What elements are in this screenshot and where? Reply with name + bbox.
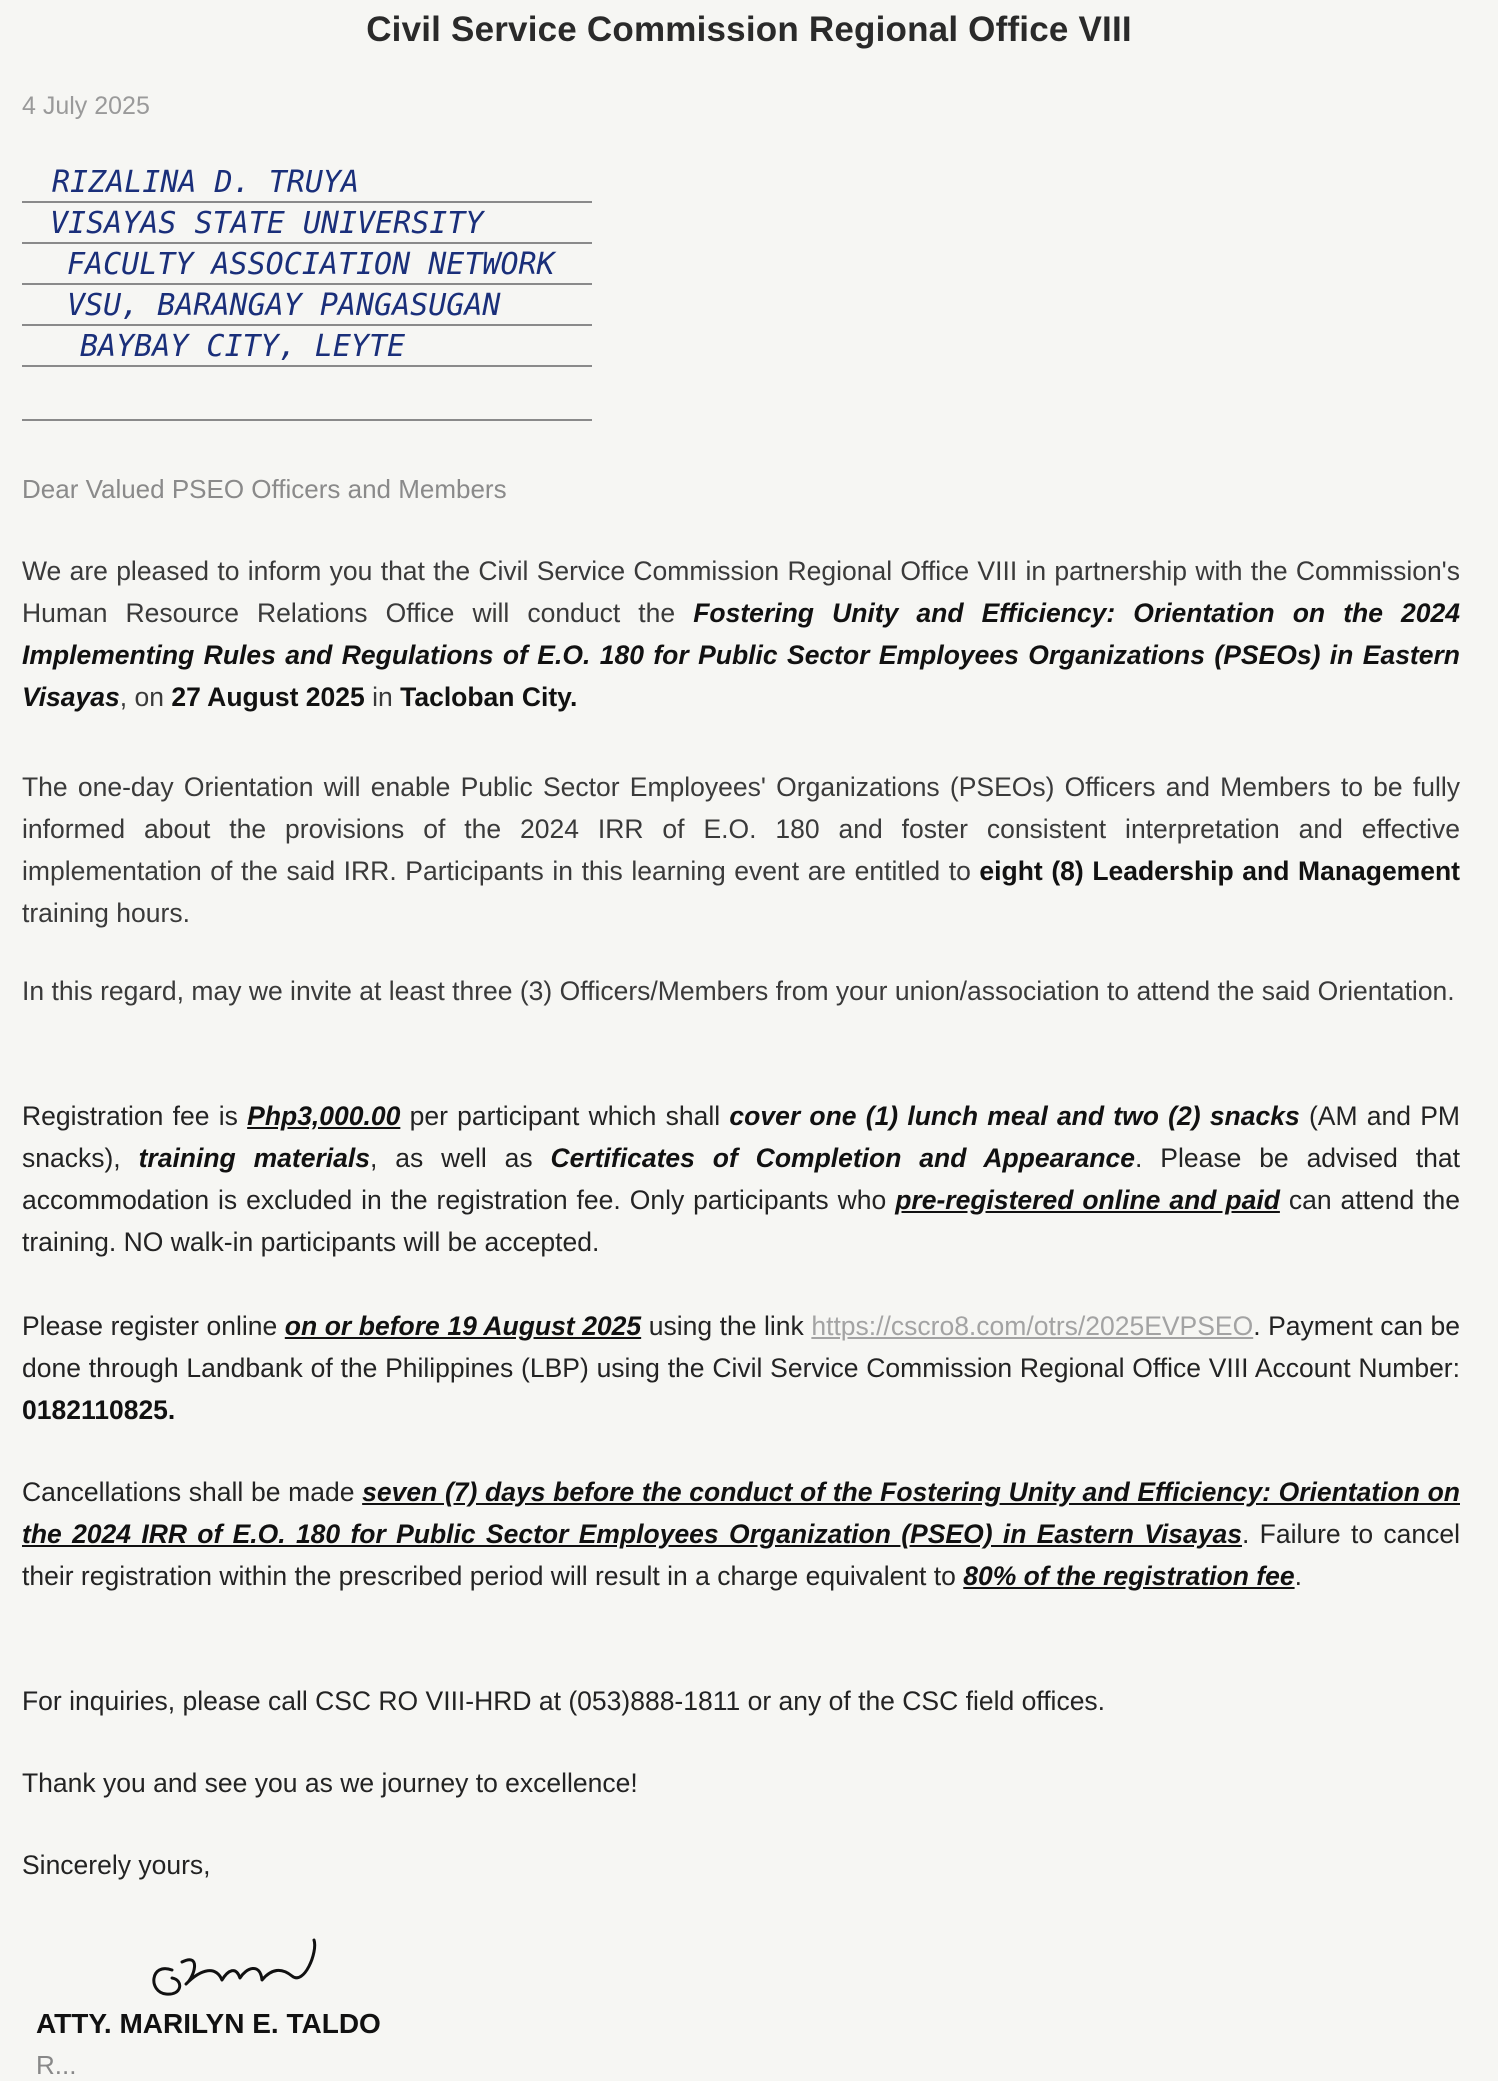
training-hours: eight (8) Leadership and Management xyxy=(979,856,1460,886)
fee-coverage: cover one (1) lunch meal and two (2) snacks xyxy=(729,1101,1300,1131)
p4-e: . Please be advised that accommodation is excluded in the registration fee. Only participants who xyxy=(22,1143,1460,1215)
registration-link[interactable]: https://cscro8.com/otrs/2025EVPSEO xyxy=(811,1311,1254,1341)
recipient-university: VISAYAS STATE UNIVERSITY xyxy=(22,203,592,244)
preregistration-requirement: pre-registered online and paid xyxy=(895,1185,1280,1215)
registration-deadline: on or before 19 August 2025 xyxy=(284,1311,642,1341)
signature-image xyxy=(142,1922,422,2022)
paragraph-registration-fee xyxy=(22,1095,1460,1263)
training-materials: training materials xyxy=(138,1143,370,1173)
closing: Sincerely yours, xyxy=(22,1850,211,1880)
p4-b: per participant which shall xyxy=(400,1101,730,1131)
event-title: Fostering Unity and Efficiency: Orientation on the 2024 Implementing Rules and Regulations of E.O. 180 for Public Sector Employees Organizations (PSEOs) in Eastern Visayas xyxy=(22,598,1460,712)
p6-a: Cancellations shall be made xyxy=(22,1477,363,1507)
paragraph-thank-you: Thank you and see you as we journey to excellence! xyxy=(22,1768,638,1798)
p1-on: , on xyxy=(119,682,172,712)
recipient-blank-line xyxy=(22,367,592,421)
paragraph-inquiries: For inquiries, please call CSC RO VIII-HRD at (053)888-1811 or any of the CSC field offices. xyxy=(22,1686,1106,1716)
p2-tail: training hours. xyxy=(22,898,190,928)
p4-a: Registration fee is xyxy=(22,1101,248,1131)
paragraph-event-announcement xyxy=(22,550,1460,718)
p4-d: , as well as xyxy=(370,1143,551,1173)
letter-date: 4 July 2025 xyxy=(22,92,150,120)
recipient-barangay: VSU, BARANGAY PANGASUGAN xyxy=(22,285,592,326)
account-number: 0182110825. xyxy=(22,1395,176,1425)
p5-b: using the link xyxy=(641,1311,812,1341)
salutation: Dear Valued PSEO Officers and Members xyxy=(22,474,507,504)
p1-in: in xyxy=(364,682,401,712)
cancellation-rule: seven (7) days before the conduct of the Fostering Unity and Efficiency: Orientation on the 2024 IRR of E.O. 180 for Public Sector Employees Organization (PSEO) in Eastern Visayas xyxy=(22,1477,1460,1549)
p5-c: . Payment can be done through Landbank of the Philippines (LBP) using the Civil Service Commission Regional Office VIII Account Number: xyxy=(22,1311,1461,1383)
p2-text: The one-day Orientation will enable Public Sector Employees' Organizations (PSEOs) Officers and Members to be fully informed about the provisions of the 2024 IRR of E.O. 180 and foster consistent interpretation and effective implementation of the said IRR. Participants in this learning event are entitled to xyxy=(22,772,1460,886)
office-header: Civil Service Commission Regional Office VIII xyxy=(366,10,1132,49)
recipient-address-block xyxy=(22,162,592,421)
recipient-city: BAYBAY CITY, LEYTE xyxy=(22,326,592,367)
paragraph-orientation-purpose xyxy=(22,766,1460,934)
signer-name: ATTY. MARILYN E. TALDO xyxy=(36,2008,381,2039)
cancellation-charge: 80% of the registration fee xyxy=(963,1561,1295,1591)
p6-b: . Failure to cancel their registration within the prescribed period will result in a charge equivalent to xyxy=(22,1519,1460,1591)
paragraph-online-registration xyxy=(22,1305,1460,1431)
registration-fee: Php3,000.00 xyxy=(247,1101,401,1131)
paragraph-invitation: In this regard, may we invite at least three (3) Officers/Members from your union/association to attend the said Orientation. xyxy=(22,976,1455,1006)
p5-a: Please register online xyxy=(22,1311,285,1341)
recipient-organization: FACULTY ASSOCIATION NETWORK xyxy=(22,244,592,285)
p4-c: (AM and PM snacks), xyxy=(22,1101,1460,1173)
event-date: 27 August 2025 xyxy=(171,682,365,712)
event-venue: Tacloban City. xyxy=(400,682,578,712)
p4-f: can attend the training. NO walk-in participants will be accepted. xyxy=(22,1185,1460,1257)
paragraph-cancellation xyxy=(22,1471,1460,1597)
p1-intro: We are pleased to inform you that the Civil Service Commission Regional Office VIII in partnership with the Commission's Human Resource Relations Office will conduct the xyxy=(22,556,1460,628)
certificates: Certificates of Completion and Appearance xyxy=(550,1143,1136,1173)
signer-title: R... xyxy=(36,2050,77,2080)
recipient-name: RIZALINA D. TRUYA xyxy=(22,162,592,203)
p6-c: . xyxy=(1294,1561,1302,1591)
